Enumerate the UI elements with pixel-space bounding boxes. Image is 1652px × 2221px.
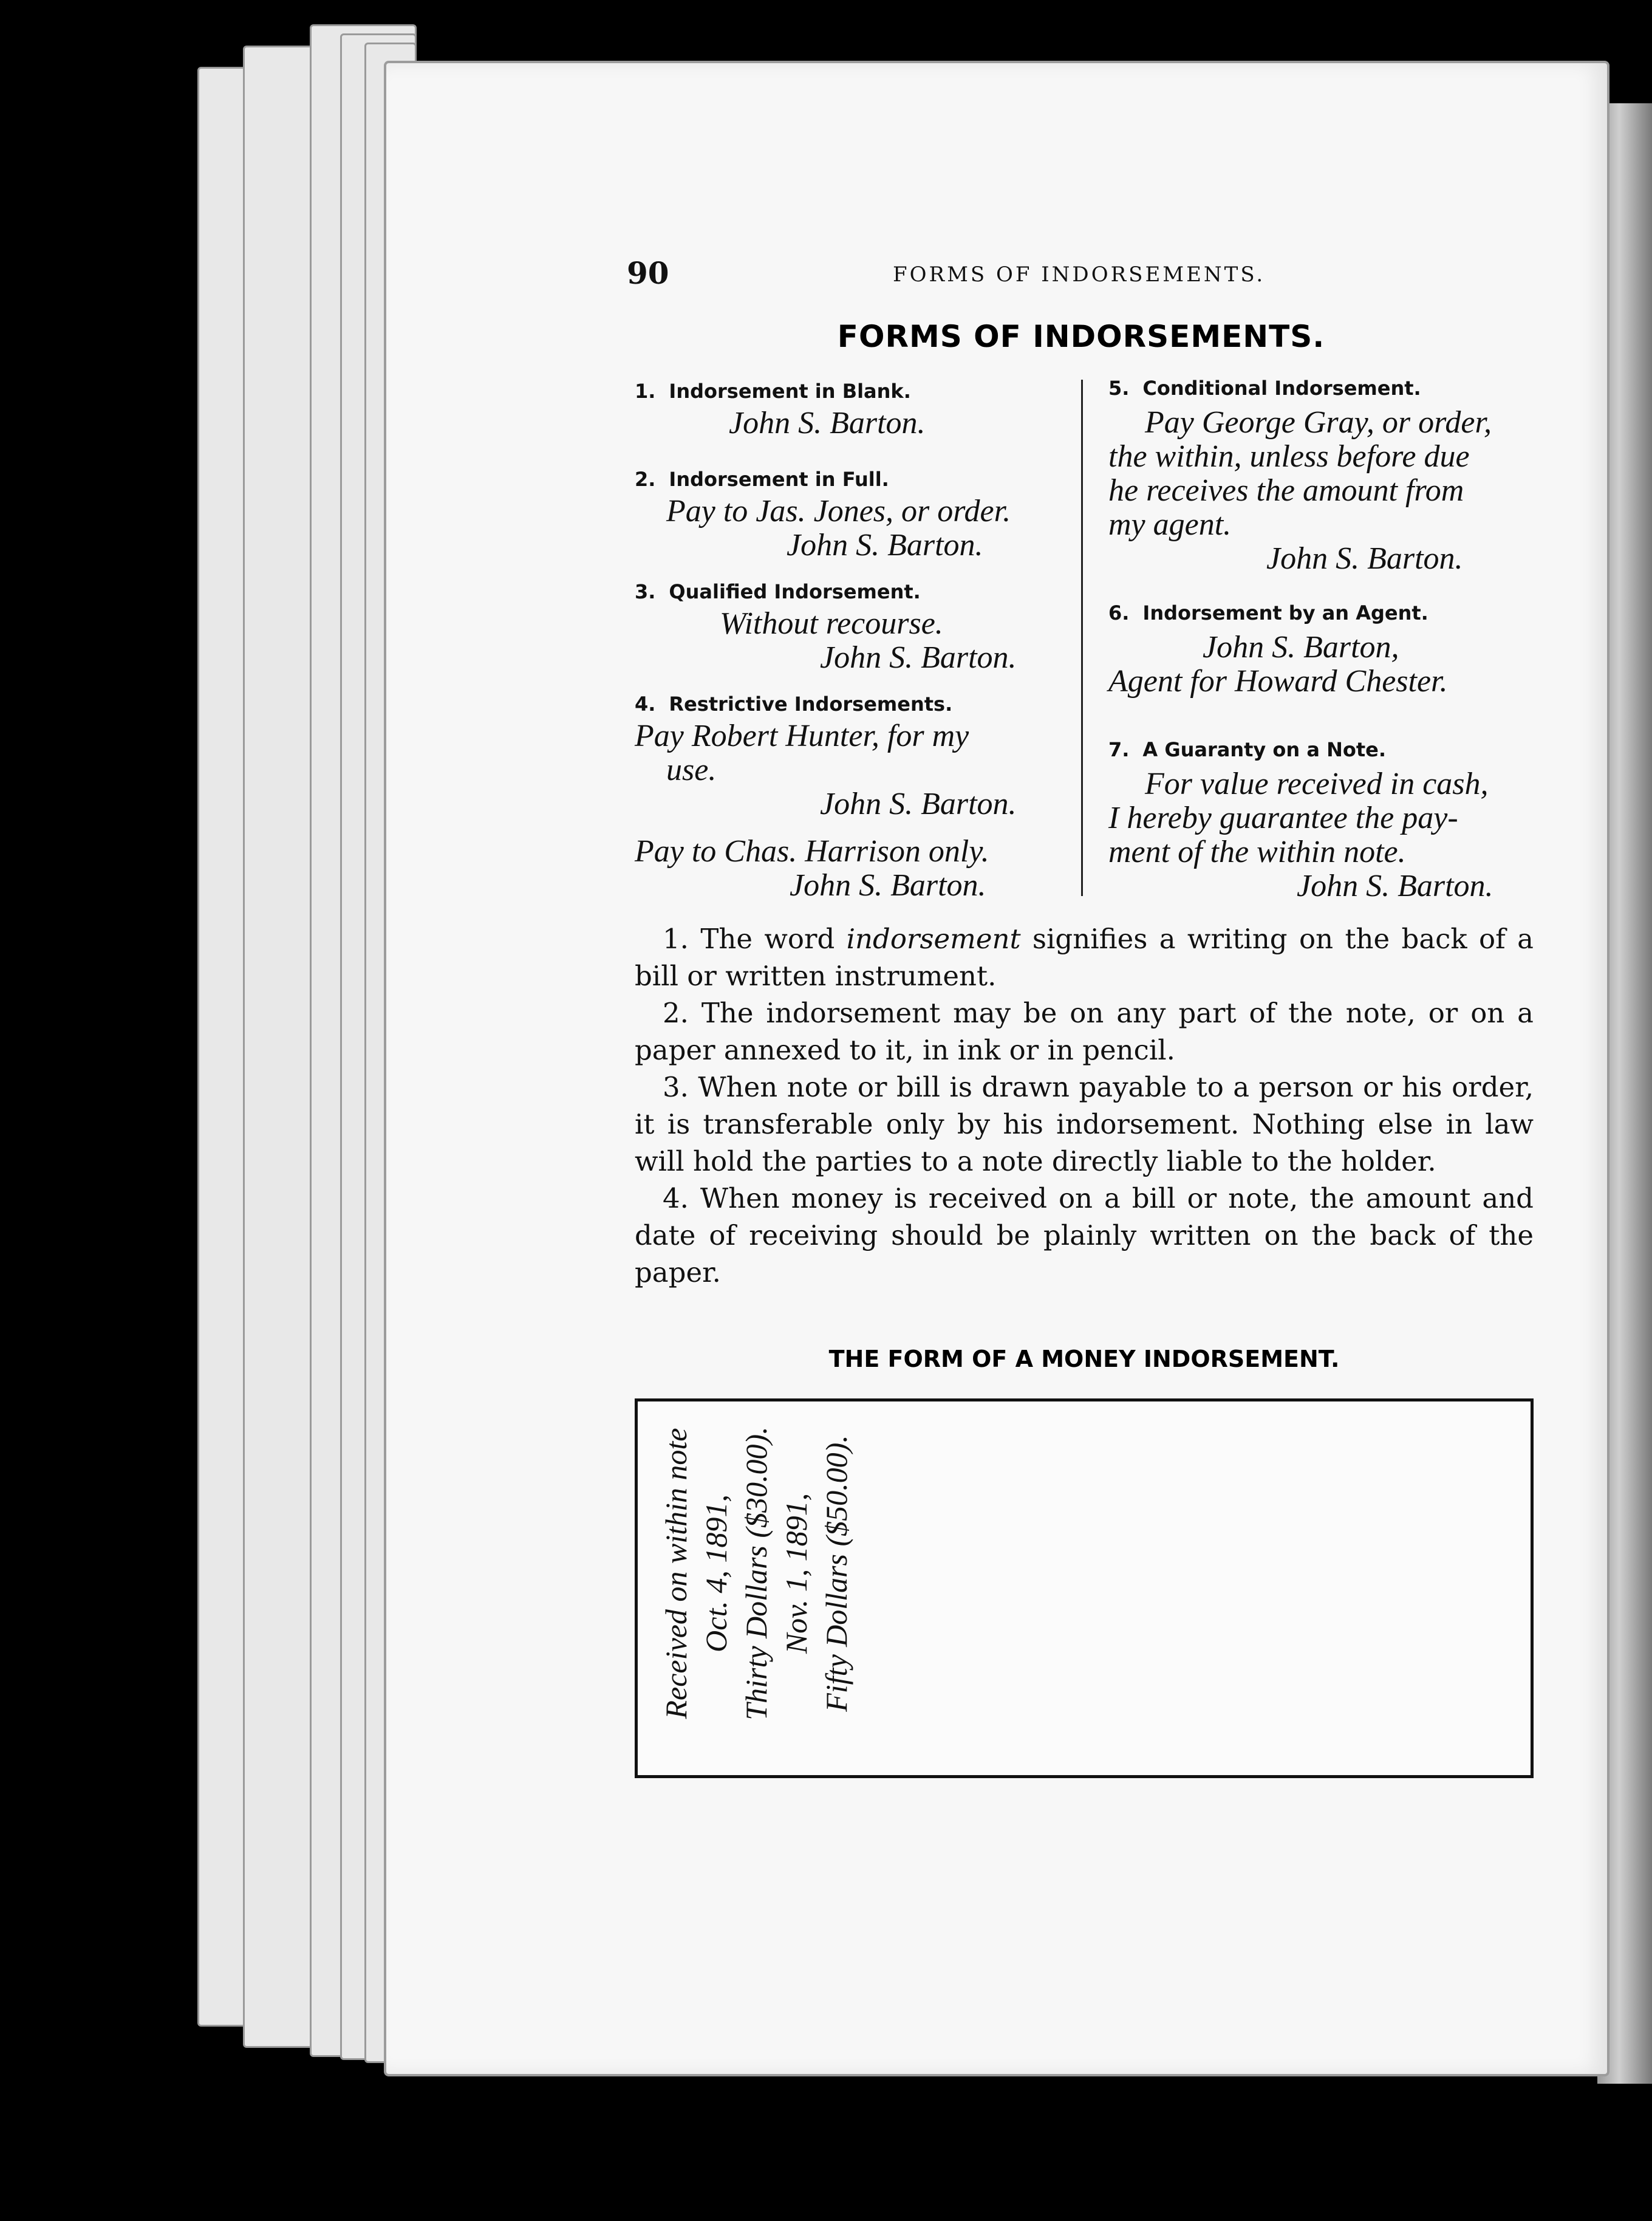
money-indorsement-title: THE FORM OF A MONEY INDORSEMENT. — [828, 1346, 1340, 1372]
form-heading: 1. Indorsement in Blank. — [635, 380, 911, 403]
rule-paragraph: 2. The indorsement may be on any part of the note, or on a paper annexed to it, in ink or in pencil. — [635, 997, 1534, 1066]
form-line: use. — [666, 753, 717, 787]
form-line: John S. Barton. — [1297, 869, 1493, 903]
money-line: Thirty Dollars ($30.00). — [739, 1426, 773, 1720]
rule-paragraph: 3. When note or bill is drawn payable to a person or his order, it is transferable only by his indorsement. Nothing else in law will hold the parties to a note directly liable to the holder. — [635, 1071, 1534, 1177]
form-heading: 2. Indorsement in Full. — [635, 468, 889, 491]
form-line: John S. Barton. — [1266, 541, 1463, 576]
form-item-qualified — [635, 580, 1066, 675]
form-line: John S. Barton. — [790, 868, 986, 903]
form-line: John S. Barton. — [729, 406, 926, 440]
form-heading: 5. Conditional Indorsement. — [1108, 377, 1421, 400]
page-title: FORMS OF INDORSEMENTS. — [837, 319, 1325, 354]
rule-paragraph: 4. When money is received on a bill or note, the amount and date of receiving should be plainly written on the back of the paper. — [635, 1182, 1534, 1288]
money-line: Oct. 4, 1891, — [699, 1494, 733, 1652]
form-heading: 6. Indorsement by an Agent. — [1108, 601, 1428, 625]
money-indorsement-text — [656, 1385, 856, 1762]
form-line: John S. Barton. — [820, 640, 1017, 675]
rules-text — [635, 920, 1534, 1291]
form-line: John S. Barton. — [820, 787, 1017, 821]
form-line: John S. Barton. — [787, 528, 983, 563]
money-line: Received on within note — [659, 1428, 693, 1719]
form-line: Pay George Gray, or order, — [1145, 405, 1492, 440]
form-line: ment of the within note. — [1108, 835, 1406, 869]
form-item-full — [635, 468, 1066, 563]
rule-paragraph: 1. The word indorsement signifies a writing on the back of a bill or written instrument. — [635, 923, 1534, 992]
form-line: my agent. — [1108, 507, 1232, 542]
money-line: Nov. 1, 1891, — [779, 1493, 813, 1654]
form-line: Without recourse. — [720, 606, 943, 641]
form-line: For value received in cash, — [1145, 767, 1489, 801]
form-heading: 3. Qualified Indorsement. — [635, 580, 921, 603]
column-divider — [1081, 380, 1083, 896]
form-line: I hereby guarantee the pay- — [1108, 801, 1458, 835]
form-item-blank — [635, 380, 1066, 440]
form-line: John S. Barton, — [1203, 630, 1399, 665]
form-heading: 4. Restrictive Indorsements. — [635, 693, 953, 716]
form-item-guaranty — [1108, 738, 1537, 903]
money-line: Fifty Dollars ($50.00). — [819, 1435, 853, 1712]
form-line: Pay to Chas. Harrison only. — [635, 834, 989, 869]
form-item-conditional — [1108, 377, 1537, 576]
form-item-agent — [1108, 601, 1537, 699]
form-item-restrictive — [635, 693, 1066, 903]
form-line: he receives the amount from — [1108, 473, 1464, 508]
form-heading: 7. A Guaranty on a Note. — [1108, 738, 1386, 761]
form-line: Pay Robert Hunter, for my — [635, 719, 969, 753]
form-line: Pay to Jas. Jones, or order. — [666, 494, 1011, 529]
page-number: 90 — [627, 255, 669, 291]
running-head: FORMS OF INDORSEMENTS. — [893, 262, 1266, 287]
form-line: the within, unless before due — [1108, 439, 1470, 474]
form-line: Agent for Howard Chester. — [1108, 664, 1448, 699]
